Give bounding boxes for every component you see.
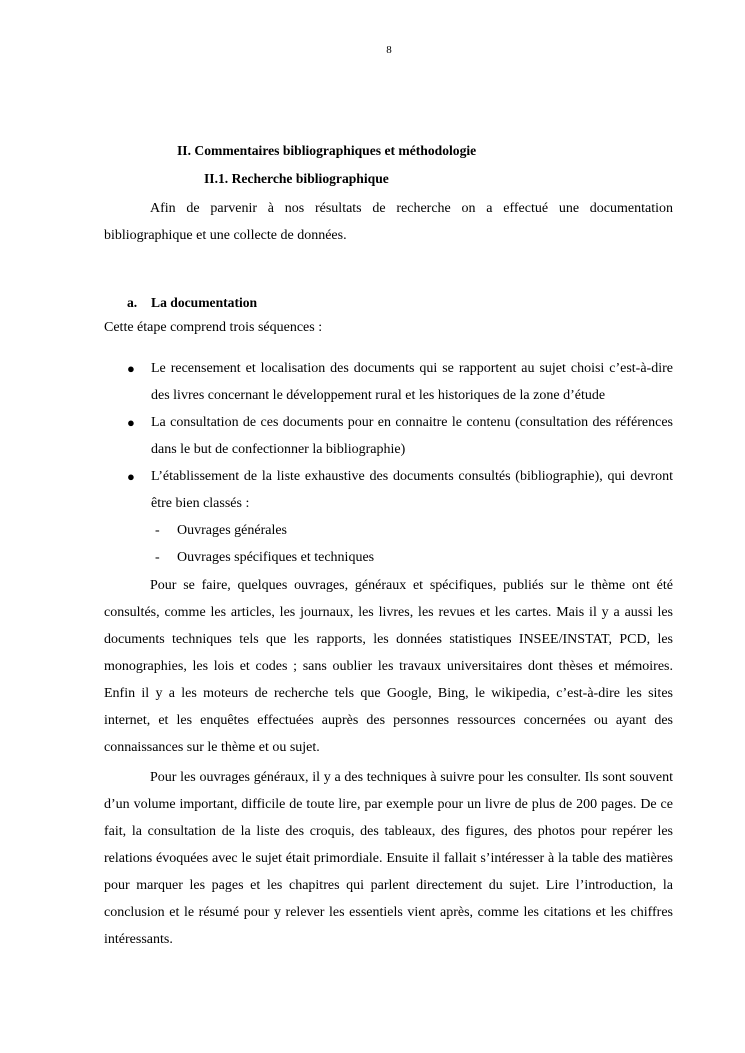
sequence-list: [104, 355, 673, 571]
list-item-text: La consultation de ces documents pour en connaitre le contenu (consultation des références dans le but de confectionner la bibliographie): [151, 415, 673, 457]
documentation-intro: Cette étape comprend trois séquences :: [104, 320, 323, 335]
subsection-heading: II.1. Recherche bibliographique: [204, 171, 389, 186]
bullet-icon: ●: [127, 469, 135, 484]
documentation-title: La documentation: [151, 295, 258, 310]
list-item: [104, 355, 673, 409]
sub-list-item: [151, 517, 673, 544]
page-number: 8: [386, 44, 392, 56]
sub-list: [151, 517, 673, 571]
sub-list-item-text: Ouvrages spécifiques et techniques: [177, 550, 375, 565]
intro-paragraph: Afin de parvenir à nos résultats de recherche on a effectué une documentation bibliographique et une collecte de données.: [104, 201, 673, 243]
bullet-icon: ●: [127, 361, 135, 376]
dash-icon: -: [155, 523, 160, 538]
list-item: [104, 463, 673, 571]
list-item-text: Le recensement et localisation des documents qui se rapportent au sujet choisi c’est-à-dire des livres concernant le développement rural et les historiques de la zone d’étude: [151, 361, 673, 403]
section-heading: II. Commentaires bibliographiques et méthodologie: [177, 143, 477, 158]
bullet-icon: ●: [127, 415, 135, 430]
paragraph-sources: Pour se faire, quelques ouvrages, généraux et spécifiques, publiés sur le thème ont été consultés, comme les articles, les journaux, les livres, les revues et les cartes. Mais il y a aussi les documents techniques tels que les rapports, les données statistiques INSEE/INSTAT, PCD, les monographies, les lois et codes ; sans oublier les travaux universitaires dont thèses et mémoires. Enfin il y a les moteurs de recherche tels que Google, Bing, le wikipedia, c’est-à-dire les sites internet, et les enquêtes effectuées auprès des personnes ressources concernées ou ayant des connaissances sur le thème et ou sujet.: [104, 578, 673, 755]
dash-icon: -: [155, 550, 160, 565]
documentation-marker: a.: [127, 295, 138, 310]
paragraph-general-works: Pour les ouvrages généraux, il y a des techniques à suivre pour les consulter. Ils sont souvent d’un volume important, difficile de toute lire, par exemple pour un livre de plus de 200 pages. De ce fait, la consultation de la liste des croquis, des tableaux, des figures, des photos pour repérer les relations évoquées avec le sujet était primordiale. Ensuite il fallait s’intéresser à la table des matières pour marquer les pages et les chapitres qui parlent directement du sujet. Lire l’introduction, la conclusion et le résumé pour y relever les essentiels vient après, comme les citations et les chiffres intéressants.: [104, 770, 673, 947]
documentation-heading: [127, 295, 257, 311]
sub-list-item: [151, 544, 673, 571]
list-item-text: L’établissement de la liste exhaustive des documents consultés (bibliographie), qui devront être bien classés :: [151, 469, 673, 511]
list-item: [104, 409, 673, 463]
sub-list-item-text: Ouvrages générales: [177, 523, 288, 538]
